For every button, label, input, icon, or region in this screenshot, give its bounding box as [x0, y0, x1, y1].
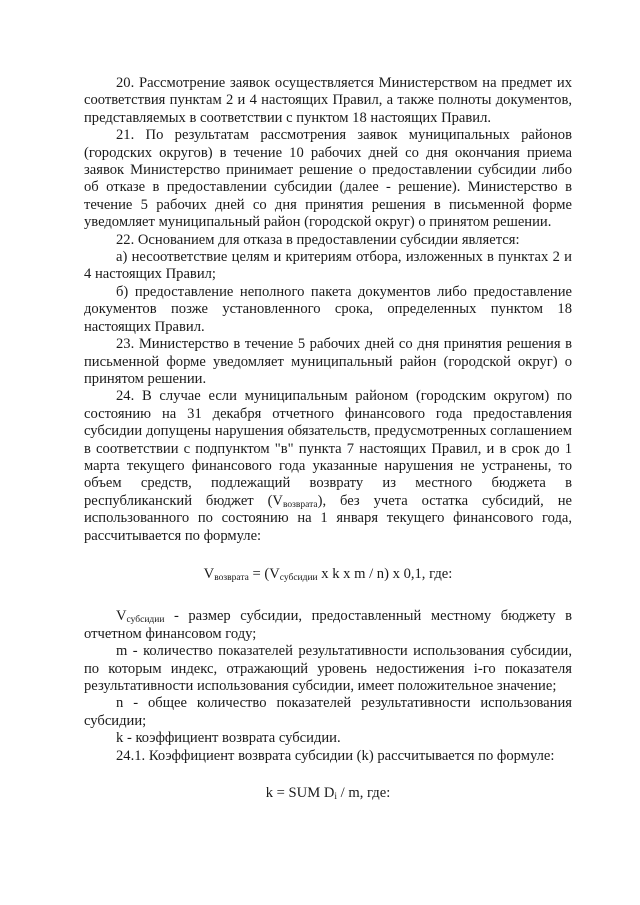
paragraph-24: [84, 388, 572, 545]
paragraph-22: 22. Основанием для отказа в предоставлении субсидии является:: [116, 231, 520, 248]
v-return-subscript: возврата: [282, 499, 318, 510]
definition-m: m - количество показателей результативности использования субсидии, по которым индекс, отражающий уровень недостижения i-го показателя результативности использования субсидии, имеет положительное значение;: [84, 643, 572, 694]
def-v-text: - размер субсидии, предоставленный местному бюджету в отчетном финансовом году;: [84, 608, 572, 642]
paragraph-24-text: 24. В случае если муниципальным районом (городским округом) по состоянию на 31 декабря отчетного финансового года предоставления субсидии допущены нарушения обязательств, предусмотренных соглашением в соответствии с подпунктом "в" пункта 7 настоящих Правил, и в срок до 1 марта текущего финансового года указанные нарушения не устранены, то объем средств, подлежащий возврату из местного бюджета в республиканский бюджет (V: [84, 388, 572, 509]
definition-n: n - общее количество показателей результативности использования субсидии;: [84, 695, 572, 729]
formula2-tail: / m, где:: [337, 785, 391, 802]
formula1-mid-subscript: субсидии: [279, 572, 318, 583]
formula-return-coefficient: [84, 785, 572, 802]
paragraph-21: 21. По результатам рассмотрения заявок муниципальных районов (городских округов) в течение 10 рабочих дней со дня окончания приема заявок Министерство принимает решение о предоставлении субсидии либо об отказе в предоставлении субсидии (далее - решение). Министерство в течение 5 рабочих дней со дня принятия решения в письменной форме уведомляет муниципальный район (городской округ) о принятом решении.: [84, 127, 572, 231]
paragraph-22b: б) предоставление неполного пакета документов либо предоставление документов позже установленного срока, определенных пунктом 18 настоящих Правил.: [84, 283, 572, 335]
formula-return-volume: [84, 566, 572, 583]
paragraph-24-1: 24.1. Коэффициент возврата субсидии (k) рассчитывается по формуле:: [116, 747, 555, 764]
formula2-text: k = SUM D: [265, 785, 335, 802]
formula1-lhs: V: [203, 565, 215, 582]
definition-v-subsidy: [84, 608, 572, 643]
paragraph-23: 23. Министерство в течение 5 рабочих дней со дня принятия решения в письменной форме уведомляет муниципальный район (городской округ) о принятом решении.: [84, 336, 572, 387]
paragraph-20: 20. Рассмотрение заявок осуществляется Министерством на предмет их соответствия пунктам 2 и 4 настоящих Правил, а также полноты документов, представляемых в соответствии с пунктом 18 настоящих Правил.: [84, 75, 572, 126]
paragraph-24-tail: ), без учета остатка субсидий, не использованного по состоянию на 1 января текущего финансового года, рассчитывается по формуле:: [84, 492, 572, 544]
formula2-subscript: i: [334, 792, 338, 803]
formula1-rhs: x k x m / n) x 0,1, где:: [317, 565, 453, 582]
def-v-subscript: субсидии: [126, 615, 165, 626]
formula1-mid: = (V: [248, 565, 280, 582]
def-v-symbol: V: [116, 608, 127, 625]
definition-k: k - коэффициент возврата субсидии.: [116, 730, 341, 747]
formula1-lhs-subscript: возврата: [214, 572, 249, 583]
paragraph-22a: а) несоответствие целям и критериям отбора, изложенных в пунктах 2 и 4 настоящих Правил;: [84, 249, 572, 283]
